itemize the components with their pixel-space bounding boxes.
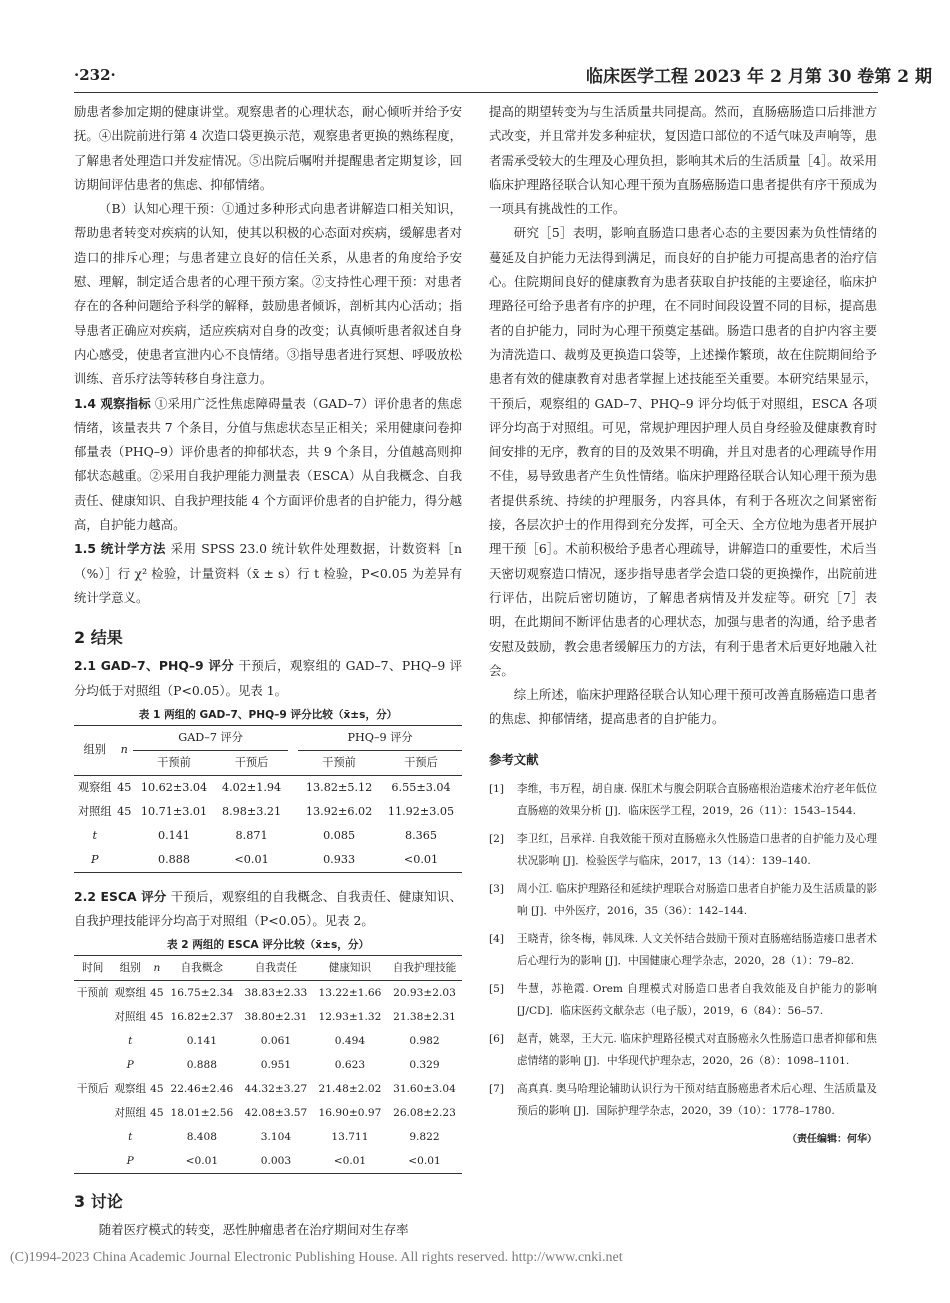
- discussion-paragraph-2: 研究［5］表明，影响直肠造口患者心态的主要因素为负性情绪的蔓延及自护能力无法得到满足，而良好的自护能力可提高患者的治疗信心。住院期间良好的健康教育为患者获取自护技能的主要途径，临床护理路径可给予患者有序的护理，在不同时间段设置不同的目标，提高患者的自护能力，同时为心理干预奠定基础。肠造口患者的自护内容主要为清洗造口、裁剪及更换造口袋等，上述操作繁琐，故在住院期间给予患者有效的健康教育对患者掌握上述技能至关重要。本研究结果显示，干预后，观察组的 GAD–7、PHQ–9 评分均低于对照组，ESCA 各项评分均高于对照组。可见，常规护理因护理人员自身经验及健康教育时间安排的无序，教育的目的及效果不明确，并且对患者的心理疏导作用不佳，易导致患者产生负性情绪。临床护理路径联合认知心理干预为患者提供系统、持续的护理服务，内容具体，有利于各班次之间紧密衔接，各层次护士的作用得到充分发挥，可全天、全方位地为患者开展护理干预［6］。术前积极给予患者心理疏导，讲解造口的重要性，术后当天密切观察造口情况，逐步指导患者学会造口袋的更换操作，出院前进行评估，出院后密切随访，了解患者病情及并发症等。研究［7］表明，在此期间不断评估患者的心理状态，加强与患者的沟通，给予患者安慰及鼓励，教会患者缓解压力的方法，有利于患者术后更好地融入社会。: [489, 225, 877, 678]
- reference-number: [6]: [489, 1033, 505, 1046]
- table2-header-self-responsibility: 自我责任: [239, 956, 313, 981]
- table2-cell: [74, 1005, 111, 1029]
- table2-cell: t: [128, 1131, 133, 1144]
- reference-number: [7]: [489, 1083, 505, 1096]
- table1-cell: 10.62±3.04: [140, 780, 208, 794]
- table1-cell: 0.141: [158, 828, 191, 842]
- table1-cell: 4.02±1.94: [221, 780, 282, 794]
- table1-row: [74, 848, 462, 873]
- table1-cell: 0.933: [298, 848, 380, 873]
- table2-cell: P: [126, 1059, 134, 1072]
- table1-cell: 对照组: [77, 804, 112, 818]
- table1-cell: [115, 824, 133, 848]
- table1-header-phq-post: 干预后: [380, 750, 462, 775]
- section-3-paragraph: 随着医疗模式的转变，恶性肿瘤患者在治疗期间对生存率: [98, 1222, 409, 1238]
- table2-cell: 45: [150, 1011, 164, 1024]
- table1-cell: 6.55±3.04: [391, 780, 451, 794]
- reference-text: 李维，韦万程，胡自康. 保肛术与腹会阴联合直肠癌根治造瘘术治疗老年低位直肠癌的效果分析 [J]．临床医学工程，2019，26（11）：1543–1544.: [517, 783, 877, 818]
- table2-cell: [74, 1053, 111, 1077]
- table1-header-gad-pre: 干预前: [133, 750, 215, 775]
- reference-text: 牛慧，苏艳霞. Orem 自理模式对肠造口患者自我效能及自护能力的影响 [J/CD]．临床医药文献杂志（电子版），2019，6（84）：56–57.: [517, 983, 877, 1018]
- table1-header-n: n: [115, 725, 133, 775]
- table2-cell: 0.141: [186, 1035, 218, 1048]
- table1-cell: 8.98±3.21: [221, 804, 282, 818]
- conclusion-paragraph: 综上所述，临床护理路径联合认知心理干预可改善直肠癌造口患者的焦虑、抑郁情绪，提高患者的自护能力。: [489, 687, 877, 727]
- journal-header: 临床医学工程 2023 年 2 月第 30 卷第 2 期: [586, 67, 932, 87]
- discussion-paragraph-1: 提高的期望转变为与生活质量共同提高。然而，直肠癌肠造口后排泄方式改变，并且常并发多种症状，复因造口部位的不适气味及声响等，患者需承受较大的生理及心理负担，影响其术后的生活质量［4］。故采用临床护理路径联合认知心理干预为直肠癌肠造口患者提供有序干预成为一项具有挑战性的工作。: [489, 104, 877, 217]
- table1-cell: 13.82±5.12: [305, 780, 373, 794]
- paragraph-cognitive-intervention: （B）认知心理干预：①通过多种形式向患者讲解造口相关知识，帮助患者转变对疾病的认知，使其以积极的心态面对疾病，缓解患者对造口的排斥心理；与患者建立良好的信任关系，从患者的角度给予安慰、理解，制定适合患者的心理干预方案。②支持性心理干预：对患者存在的各种问题给予科学的解释，鼓励患者倾诉，剖析其内心活动；指导患者正确应对疾病，适应疾病对自身的改变；认真倾听患者叙述自身内心感受，使患者宣泄内心不良情绪。③指导患者进行冥想、呼吸放松训练、音乐疗法等转移自身注意力。: [74, 201, 462, 387]
- reference-text: 王晓青，徐冬梅，韩凤珠. 人文关怀结合鼓励干预对直肠癌结肠造瘘口患者术后心理行为的影响 [J]．中国健康心理学杂志，2020，28（1）：79–82.: [517, 933, 877, 968]
- table2-cell: [74, 1029, 111, 1053]
- table1: [74, 725, 462, 873]
- table1-cell: 13.92±6.02: [305, 804, 373, 818]
- table2-cell: 21.38±2.31: [393, 1011, 456, 1024]
- table2-cell: 45: [150, 1083, 164, 1096]
- reference-item: [489, 878, 877, 922]
- table2-cell: <0.01: [313, 1149, 387, 1174]
- table2-cell: <0.01: [387, 1149, 462, 1174]
- section-1-4: [74, 392, 462, 538]
- left-column: [74, 100, 462, 1243]
- table2-row: [74, 1005, 462, 1029]
- table1-row: [74, 800, 462, 824]
- section-1-5-body: 采用 SPSS 23.0 统计软件处理数据，计数资料［n（%）］行 χ² 检验，计量资料（x̄ ± s）行 t 检验，P<0.05 为差异有统计学意义。: [74, 541, 462, 605]
- table2-header-n: n: [149, 956, 165, 981]
- table2-cell: [74, 1125, 111, 1149]
- section-2-2-title: 2.2 ESCA 评分: [74, 888, 167, 904]
- table1-cell: <0.01: [215, 848, 288, 873]
- table2-row: [74, 1149, 462, 1174]
- header-rule: [74, 92, 878, 93]
- section-1-4-title: 1.4 观察指标: [74, 395, 151, 411]
- right-column: [489, 100, 877, 1152]
- section-1-4-body: ①采用广泛性焦虑障碍量表（GAD–7）评价患者的焦虑情绪，该量表共 7 个条目，分值与焦虑状态呈正相关；采用健康问卷抑郁量表（PHQ–9）评价患者的抑郁状态，共 9 个条目，分值越高则抑郁状态越重。②采用自我护理能力测量表（ESCA）从自我概念、自我责任、健康知识、自我护理技能 4 个方面评价患者的自护能力，得分越高，自护能力越高。: [74, 395, 462, 533]
- reference-item: [489, 828, 877, 872]
- table2-row: [74, 1029, 462, 1053]
- table2-cell: 0.951: [260, 1059, 292, 1072]
- section-2-1-title: 2.1 GAD–7、PHQ–9 评分: [74, 658, 235, 674]
- table1-cell: 0.085: [323, 828, 356, 842]
- reference-text: 高真真. 奥马哈理论辅助认识行为干预对结直肠癌患者术后心理、生活质量及预后的影响 [J]．国际护理学杂志，2020，39（10）：1778–1780.: [517, 1083, 877, 1118]
- table2-cell: 0.329: [409, 1059, 440, 1072]
- table2-cell: t: [128, 1035, 133, 1048]
- table2-cell: 13.22±1.66: [318, 987, 382, 1000]
- section-2-1-body: 干预后，观察组的 GAD–7、PHQ–9 评分均低于对照组（P<0.05）。见表 1。: [74, 658, 462, 698]
- table1-cell: 8.871: [235, 828, 268, 842]
- table2-cell: [74, 1101, 111, 1125]
- table2-cell: 13.711: [331, 1131, 369, 1144]
- table1-header-gad-post: 干预后: [215, 750, 288, 775]
- reference-item: [489, 928, 877, 972]
- table2-cell: 9.822: [409, 1131, 440, 1144]
- section-2-2: [74, 885, 462, 934]
- reference-number: [5]: [489, 983, 505, 996]
- table1-cell: 10.71±3.01: [140, 804, 208, 818]
- paragraph-intervention-tail: 励患者参加定期的健康讲堂。观察患者的心理状态，耐心倾听并给予安抚。④出院前进行第 4 次造口袋更换示范，观察患者更换的熟练程度，了解患者处理造口并发症情况。⑤出院后嘱咐并提醒患者定期复诊，回访期间评估患者的焦虑、抑郁情绪。: [74, 104, 462, 192]
- table2-cell: 干预前: [76, 987, 109, 1000]
- table2-row: [74, 1101, 462, 1125]
- reference-item: [489, 1078, 877, 1122]
- table1-row: [74, 824, 462, 848]
- table2-cell: P: [111, 1149, 148, 1174]
- table1-cell: 45: [117, 780, 132, 794]
- table2-cell: 20.93±2.03: [393, 987, 456, 1000]
- table2-cell: <0.01: [165, 1149, 239, 1174]
- table2-header-self-care-skill: 自我护理技能: [387, 956, 462, 981]
- table2-cell: 0.494: [334, 1035, 366, 1048]
- reference-item: [489, 1028, 877, 1072]
- page-number: ·232·: [74, 66, 116, 84]
- reference-number: [1]: [489, 783, 505, 796]
- table2-cell: 12.93±1.32: [318, 1011, 382, 1024]
- table2-cell: 38.80±2.31: [244, 1011, 308, 1024]
- table1-header-gad: GAD–7 评分: [133, 725, 288, 750]
- section-2-1: [74, 654, 462, 703]
- table1-header-phq: PHQ–9 评分: [298, 725, 462, 750]
- section-1-5: [74, 537, 462, 610]
- section-2-2-body: 干预后，观察组的自我概念、自我责任、健康知识、自我护理技能评分均高于对照组（P<0.05）。见表 2。: [74, 888, 462, 929]
- section-3-title: 3 讨论: [74, 1192, 123, 1212]
- table2-cell: 18.01±2.56: [170, 1107, 234, 1120]
- table2-row: [74, 981, 462, 1006]
- table1-cell: 8.365: [405, 828, 438, 842]
- references-list: [489, 778, 877, 1122]
- table1-cell: 0.888: [133, 848, 215, 873]
- table2-cell: 8.408: [186, 1131, 218, 1144]
- table2-row: [74, 1125, 462, 1149]
- table1-cell: [115, 848, 133, 873]
- reference-text: 赵青，姚翠，王大元. 临床护理路径模式对直肠癌永久性肠造口患者抑郁和焦虑情绪的影响 [J]．中华现代护理杂志，2020，26（8）：1098–1101.: [517, 1033, 877, 1068]
- reference-text: 李卫红，吕承祥. 自我效能干预对直肠癌永久性肠造口患者的自护能力及心理状况影响 [J]．检验医学与临床，2017，13（14）：139–140.: [517, 833, 877, 868]
- table2-cell: 观察组: [114, 987, 147, 1000]
- table2-cell: 26.08±2.23: [393, 1107, 456, 1120]
- table2-cell: 对照组: [114, 1107, 147, 1120]
- table2-cell: 38.83±2.33: [244, 987, 308, 1000]
- section-1-5-title: 1.5 统计学方法: [74, 541, 167, 557]
- table2-cell: 45: [150, 987, 164, 1000]
- table1-header-phq-pre: 干预前: [298, 750, 380, 775]
- table2-cell: [149, 1053, 165, 1077]
- table2-cell: [149, 1149, 165, 1174]
- table2-cell: 45: [150, 1107, 164, 1120]
- table2-cell: 44.32±3.27: [244, 1083, 308, 1096]
- reference-number: [4]: [489, 933, 505, 946]
- table2-cell: 16.90±0.97: [318, 1107, 382, 1120]
- table2-cell: 16.75±2.34: [170, 987, 234, 1000]
- table2-row: [74, 1053, 462, 1077]
- table2-header-self-concept: 自我概念: [165, 956, 239, 981]
- table2-cell: 0.061: [260, 1035, 292, 1048]
- references-title: 参考文献: [489, 751, 539, 767]
- copyright-footer: (C)1994-2023 China Academic Journal Electronic Publishing House. All rights reserved. http://www.cnki.net: [10, 1250, 623, 1265]
- reference-number: [3]: [489, 883, 505, 896]
- table2-header-group: 组别: [111, 956, 148, 981]
- table1-cell: t: [92, 828, 97, 842]
- table2-cell: 22.46±2.46: [170, 1083, 234, 1096]
- table2-caption: 表 2 两组的 ESCA 评分比较（x̄±s，分）: [166, 939, 370, 952]
- table2-cell: [74, 1149, 111, 1174]
- table2-cell: 0.623: [334, 1059, 366, 1072]
- reference-item: [489, 778, 877, 822]
- table1-caption: 表 1 两组的 GAD–7、PHQ–9 评分比较（x̄±s，分）: [138, 708, 398, 721]
- table2-cell: 31.60±3.04: [393, 1083, 456, 1096]
- table2-row: [74, 1077, 462, 1101]
- section-2-title: 2 结果: [74, 628, 123, 648]
- table1-header-group: 组别: [74, 725, 115, 775]
- table2-cell: [149, 1029, 165, 1053]
- table2-cell: 0.982: [409, 1035, 440, 1048]
- table2-cell: 21.48±2.02: [318, 1083, 382, 1096]
- table1-cell: <0.01: [380, 848, 462, 873]
- table2-cell: 3.104: [260, 1131, 292, 1144]
- table2-header-health-knowledge: 健康知识: [313, 956, 387, 981]
- responsible-editor: （责任编辑：何华）: [787, 1134, 877, 1146]
- table1-cell: 11.92±3.05: [387, 804, 455, 818]
- table2-header-time: 时间: [74, 956, 111, 981]
- table2-cell: 0.888: [186, 1059, 218, 1072]
- table1-cell: 观察组: [77, 780, 112, 794]
- table2-cell: 观察组: [114, 1083, 147, 1096]
- table2-cell: 干预后: [76, 1083, 109, 1096]
- reference-item: [489, 978, 877, 1022]
- table2-cell: 16.82±2.37: [170, 1011, 234, 1024]
- table2-cell: [149, 1125, 165, 1149]
- table1-cell: 45: [117, 804, 132, 818]
- table1-row: [74, 775, 462, 800]
- table2: [74, 955, 462, 1174]
- reference-text: 周小江. 临床护理路径和延续护理联合对肠造口患者自护能力及生活质量的影响 [J]．中外医疗，2016，35（36）：142–144.: [517, 883, 877, 918]
- table2-cell: 对照组: [114, 1011, 147, 1024]
- table1-cell: P: [74, 848, 115, 873]
- table2-cell: 0.003: [239, 1149, 313, 1174]
- reference-number: [2]: [489, 833, 505, 846]
- table2-cell: 42.08±3.57: [244, 1107, 308, 1120]
